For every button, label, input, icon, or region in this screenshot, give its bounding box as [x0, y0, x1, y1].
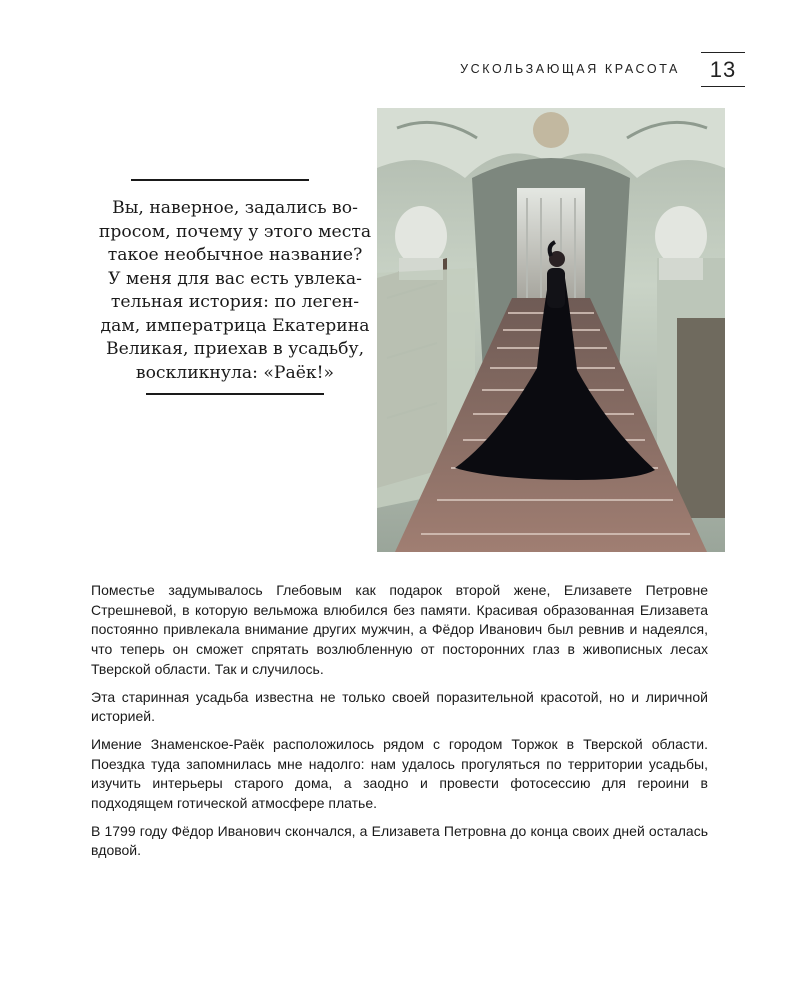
pull-quote-line: просом, почему у этого места — [98, 221, 372, 242]
body-paragraph: Эта старинная усадьба известна не только своей поразительной красотой, но и лиричной историей. — [91, 688, 708, 725]
pull-quote-line: воскликнула: «Раёк!» — [135, 362, 335, 383]
quote-rule-top — [131, 179, 309, 181]
body-paragraph: В 1799 году Фёдор Иванович скончался, а Елизавета Петровна до конца своих дней осталась вдовой. — [91, 822, 708, 859]
body-paragraph: Имение Знаменское-Раёк расположилось рядом с городом Торжок в Тверской области. Поездка туда запомнилась мне надолго: нам удалось прогуляться по территории усадьбы, изучить интерьеры старого дома, а заодно и провести фотосессию для героини в подходящем готической атмосфере платье. — [91, 735, 708, 812]
quote-rule-bottom — [146, 393, 324, 395]
pull-quote — [96, 197, 374, 385]
pull-quote-line: тельная история: по леген- — [110, 292, 360, 312]
running-head-title: УСКОЛЬЗАЮЩАЯ КРАСОТА — [460, 62, 680, 76]
staircase-photo — [377, 108, 725, 552]
pull-quote-line: дам, императрица Екатерина — [100, 315, 370, 336]
pull-quote-line: Великая, приехав в усадьбу, — [105, 339, 365, 359]
body-paragraph: Поместье задумывалось Глебовым как подарок второй жене, Елизавете Петровне Стрешневой, в которую вельможа влюбился без памяти. Красивая образованная Елизавета постоянно привлекала внимание других мужчин, а Фёдор Иванович был ревнив и надеялся, что теперь он сможет спрятать возлюбленную от посторонних глаз в живописных лесах Тверской области. Так и случилось. — [91, 582, 708, 677]
pull-quote-line: У меня для вас есть увлека- — [108, 268, 362, 289]
body-text — [91, 581, 708, 869]
pull-quote-line: такое необычное название? — [107, 245, 363, 265]
pull-quote-line: Вы, наверное, задались во- — [112, 198, 358, 218]
page-number: 13 — [701, 52, 745, 87]
